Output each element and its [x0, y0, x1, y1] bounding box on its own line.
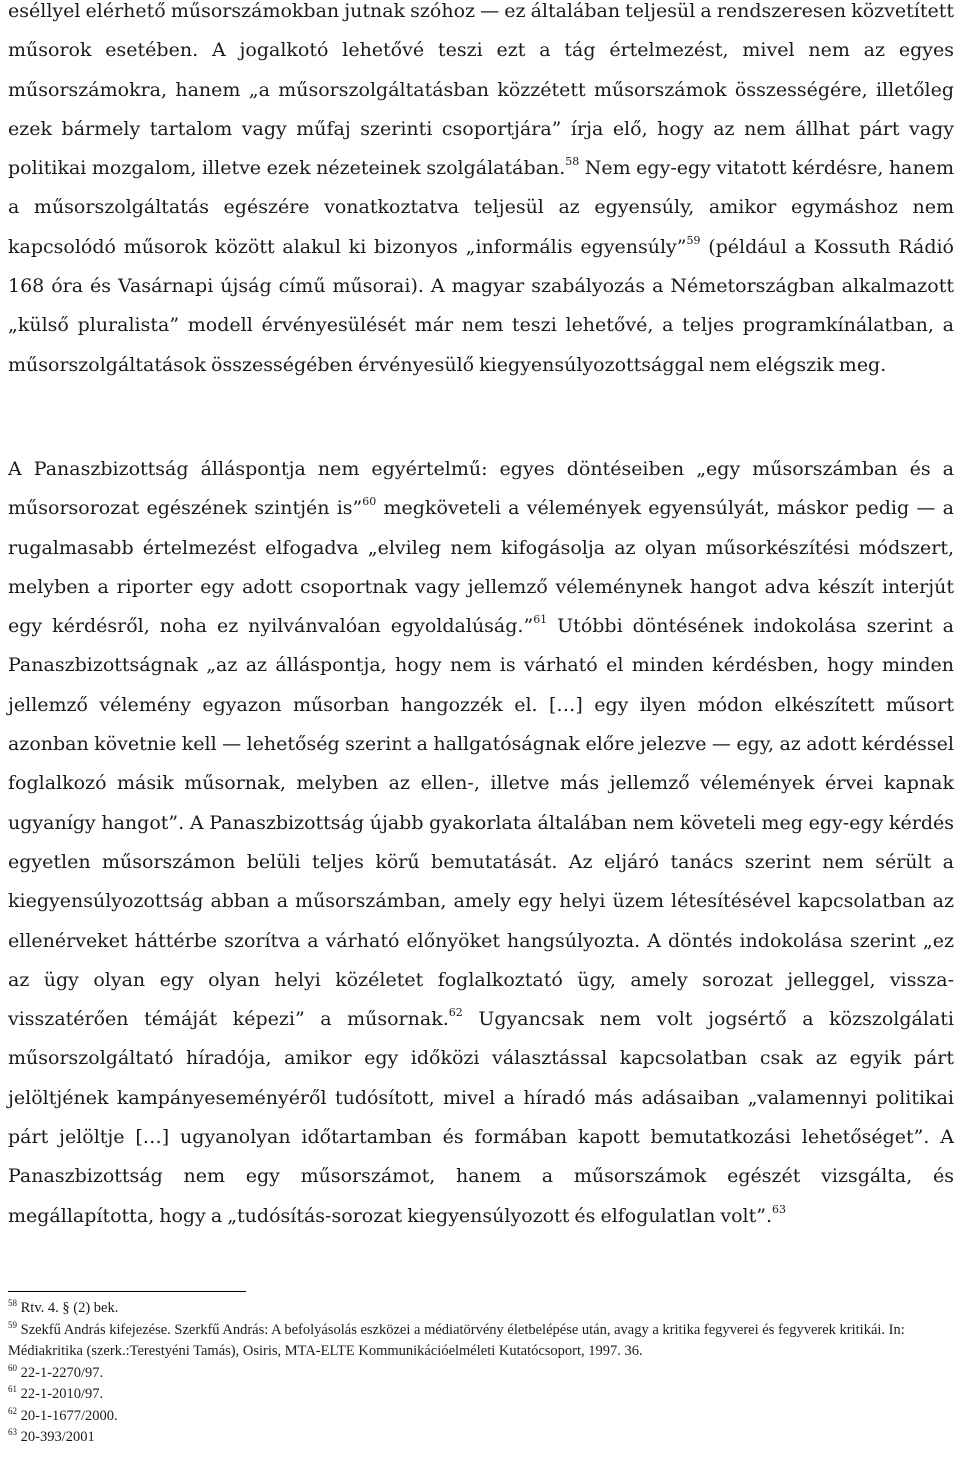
paragraph-text: Ugyancsak nem volt jogsértő a közszolgálati műsorszolgáltató híradója, amikor egy időközi választással kapcsolatban csak az egyik párt jelöltjének kampányeseményéről tudósított, mivel a híradó más adásaiban „valamennyi politikai párt jelöltje […] ugyanolyan időtartamban és formában kapott bemutatkozási lehetőséget”. A Panaszbizottság nem egy műsorszámot, hanem a műsorszámok egészét vizsgálta, és megállapította, hogy a „tudósítás-sorozat kiegyensúlyozott és elfogulatlan volt”. [8, 1008, 954, 1227]
footnote-number: 63 [8, 1427, 17, 1437]
footnote-number: 61 [8, 1384, 17, 1394]
footnote-text: Szekfű András kifejezése. Szerkfű András: A befolyásolás eszközei a médiatörvény életbelépése után, avagy a kritika fegyverei és fegyverek kritikái. In: Médiakritika (szerk.:Terestyéni Tamás), Osiris, MTA-ELTE Kommunikációelméleti Kutatócsoport, 1997. 36. [8, 1321, 905, 1359]
footnote-text: 22-1-2010/97. [20, 1386, 104, 1402]
footnote-number: 58 [8, 1298, 17, 1308]
footnote-62 [8, 1406, 954, 1428]
paragraph-text: A Panaszbizottság álláspontja nem egyértelmű: egyes döntéseiben „egy műsorszámban és a műsorsorozat egészének szintjén is” [8, 458, 954, 520]
footnote-number: 60 [8, 1362, 17, 1373]
paragraph-text: megköveteli a vélemények egyensúlyát, máskor pedig — a rugalmasabb értelmezést elfogadva „elvileg nem kifogásolja az olyan műsorkészítési módszert, melyben a riporter egy adott csoportnak vagy jellemző véleménynek hangot adva készít interjút egy kérdésről, noha ez nyilvánvalóan egyoldalúság.” [8, 497, 954, 638]
footnote-number: 62 [8, 1405, 17, 1416]
footnote-61 [8, 1384, 954, 1406]
footnote-number: 59 [8, 1319, 17, 1330]
footnote-ref-61[interactable]: 61 [533, 613, 548, 627]
footnote-divider [8, 1291, 246, 1292]
paragraph-text: eséllyel elérhető műsorszámokban jutnak szóhoz — ez általában teljesül a rendszeresen közvetített műsorok esetében. A jogalkotó lehetővé teszi ezt a tág értelmezést, mivel nem az egyes műsorszámokra, hanem „a műsorszolgáltatásban közzétett műsorszámok összességére, illetőleg ezek bármely tartalom vagy műfaj szerinti csoportjára” írja elő, hogy az nem állhat párt vagy politikai mozgalom, illetve ezek nézeteinek szolgálatában. [8, 0, 954, 180]
footnotes [8, 1298, 954, 1449]
paragraph-text: Nem egy-egy vitatott kérdésre, hanem a műsorszolgáltatás egészére vonatkoztatva teljesül az egyensúly, amikor egymáshoz nem kapcsolódó műsorok között alakul ki bizonyos „informális egyensúly” [8, 157, 955, 258]
footnote-text: 22-1-2270/97. [20, 1364, 104, 1381]
paragraph-text: Utóbbi döntésének indokolása szerint a Panaszbizottságnak „az az álláspontja, hogy nem is várható el minden kérdésben, hogy minden jellemző vélemény egyazon műsorban hangozzék el. […] egy ilyen módon elkészített műsort azonban követnie kell — lehetőség szerint a hallgatóságnak előre jelezve — egy, az adott kérdéssel foglalkozó másik műsornak, melyben az ellen-, illetve más jellemző vélemények érvei kapnak ugyanígy hangot”. A Panaszbizottság újabb gyakorlata általában nem követeli meg egy-egy kérdés egyetlen műsorszámon belüli teljes körű bemutatását. Az eljáró tanács szerint nem sérült a kiegyensúlyozottság abban a műsorszámban, amely egy helyi üzem létesítésével kapcsolatban az ellenérveket háttérbe szorítva a várható előnyöket hangsúlyozta. A döntés indokolása szerint „ez az ügy olyan egy olyan helyi közéletet foglalkoztató ügy, amely sorozat jelleggel, vissza-visszatérően témáját képezi” a műsornak. [8, 615, 954, 1031]
footnote-ref-60[interactable]: 60 [362, 495, 377, 509]
footnote-text: 20-393/2001 [20, 1429, 95, 1445]
footnote-58 [8, 1298, 954, 1320]
footnote-63 [8, 1427, 954, 1449]
footnote-59 [8, 1320, 954, 1363]
footnote-text: Rtv. 4. § (2) bek. [20, 1300, 119, 1316]
footnote-ref-63[interactable]: 63 [772, 1202, 786, 1216]
footnote-ref-59[interactable]: 59 [686, 233, 701, 247]
footnote-text: 20-1-1677/2000. [20, 1407, 118, 1424]
body-paragraph-2 [8, 450, 954, 1236]
paragraph-text: (például a Kossuth Rádió 168 óra és Vasárnapi újság című műsorai). A magyar szabályozás a Németországban alkalmazott „külső pluralista” modell érvényesülését már nem teszi lehetővé, a teljes programkínálatban, a műsorszolgáltatások összességében érvényesülő kiegyensúlyozottsággal nem elégszik meg. [8, 235, 954, 376]
footnote-60 [8, 1363, 954, 1385]
footnote-ref-58[interactable]: 58 [565, 155, 580, 169]
footnote-ref-62[interactable]: 62 [448, 1006, 463, 1020]
body-paragraph-1 [8, 0, 954, 385]
